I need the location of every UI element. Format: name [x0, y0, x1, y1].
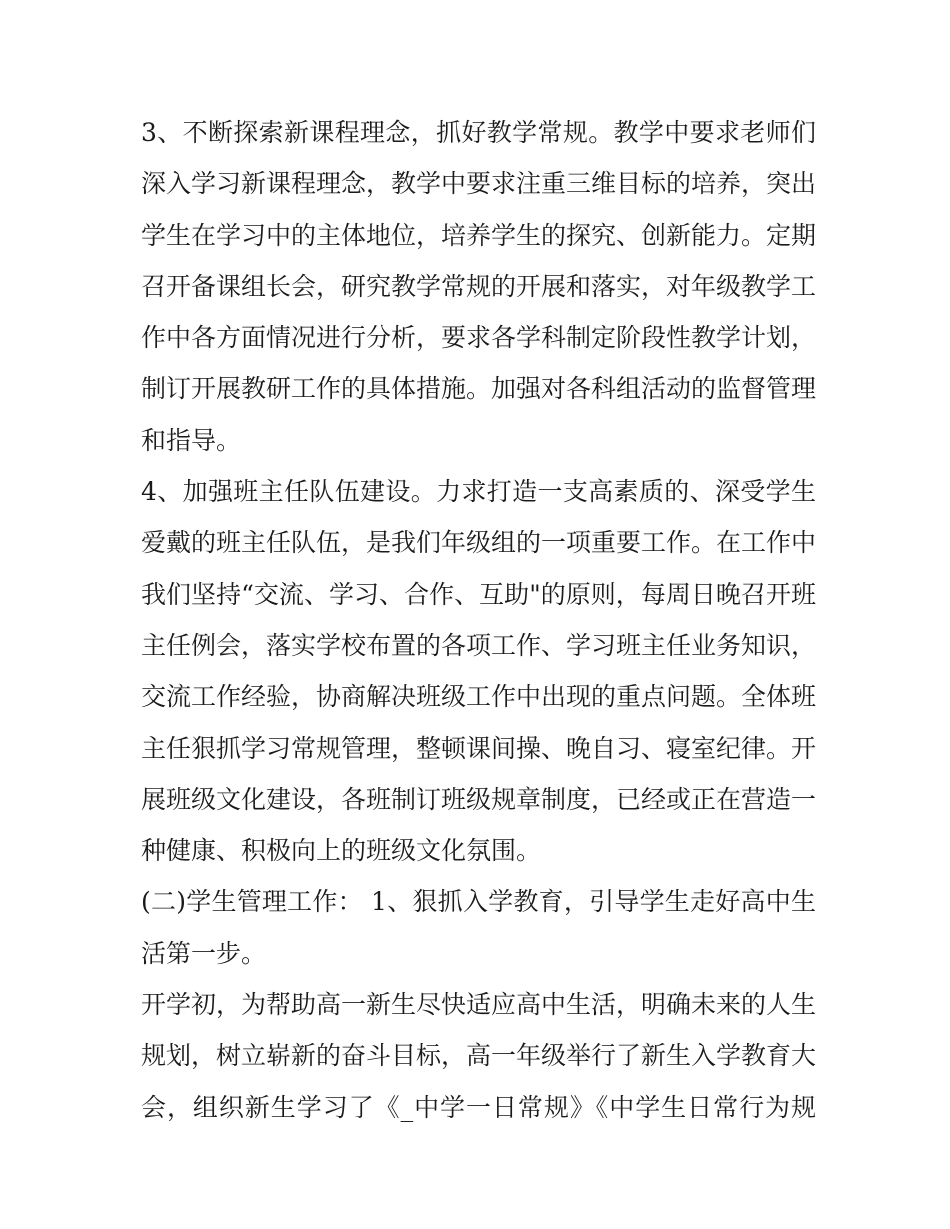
text-line: 我们坚持“交流、学习、合作、互助"的原则，每周日晚召开班	[141, 579, 816, 609]
text-line: 作中各方面情况进行分析，要求各学科制定阶段性教学计划，	[141, 323, 816, 353]
text-line: 开学初，为帮助高一新生尽快适应高中生活，明确未来的人生	[141, 990, 816, 1020]
text-line: (二)学生管理工作： 1、狠抓入学教育，引导学生走好高中生	[141, 887, 816, 917]
body-text	[141, 107, 816, 1133]
text-line: 4、加强班主任队伍建设。力求打造一支高素质的、深受学生	[141, 477, 816, 507]
text-line: 活第一步。	[141, 938, 267, 968]
text-line: 规划，树立崭新的奋斗目标，高一年级举行了新生入学教育大	[141, 1041, 816, 1071]
text-line: 爱戴的班主任队伍，是我们年级组的一项重要工作。在工作中	[141, 528, 816, 558]
text-line: 学生在学习中的主体地位，培养学生的探究、创新能力。定期	[141, 220, 816, 250]
text-line: 3、不断探索新课程理念，抓好教学常规。教学中要求老师们	[141, 118, 816, 147]
text-line: 会，组织新生学习了《_中学一日常规》《中学生日常行为规	[141, 1092, 816, 1122]
text-line: 制订开展教研工作的具体措施。加强对各科组活动的监督管理	[141, 374, 816, 404]
text-line: 展班级文化建设，各班制订班级规章制度，已经或正在营造一	[141, 784, 816, 814]
text-line: 召开备课组长会，研究教学常规的开展和落实，对年级教学工	[141, 271, 816, 301]
text-line: 和指导。	[141, 425, 242, 455]
text-line: 主任例会，落实学校布置的各项工作、学习班主任业务知识，	[141, 630, 816, 660]
text-line: 主任狠抓学习常规管理，整顿课间操、晚自习、寝室纪律。开	[141, 733, 816, 763]
text-line: 种健康、积极向上的班级文化氛围。	[141, 836, 542, 866]
text-line: 交流工作经验，协商解决班级工作中出现的重点问题。全体班	[141, 682, 816, 712]
text-line: 深入学习新课程理念，教学中要求注重三维目标的培养，突出	[141, 169, 816, 199]
